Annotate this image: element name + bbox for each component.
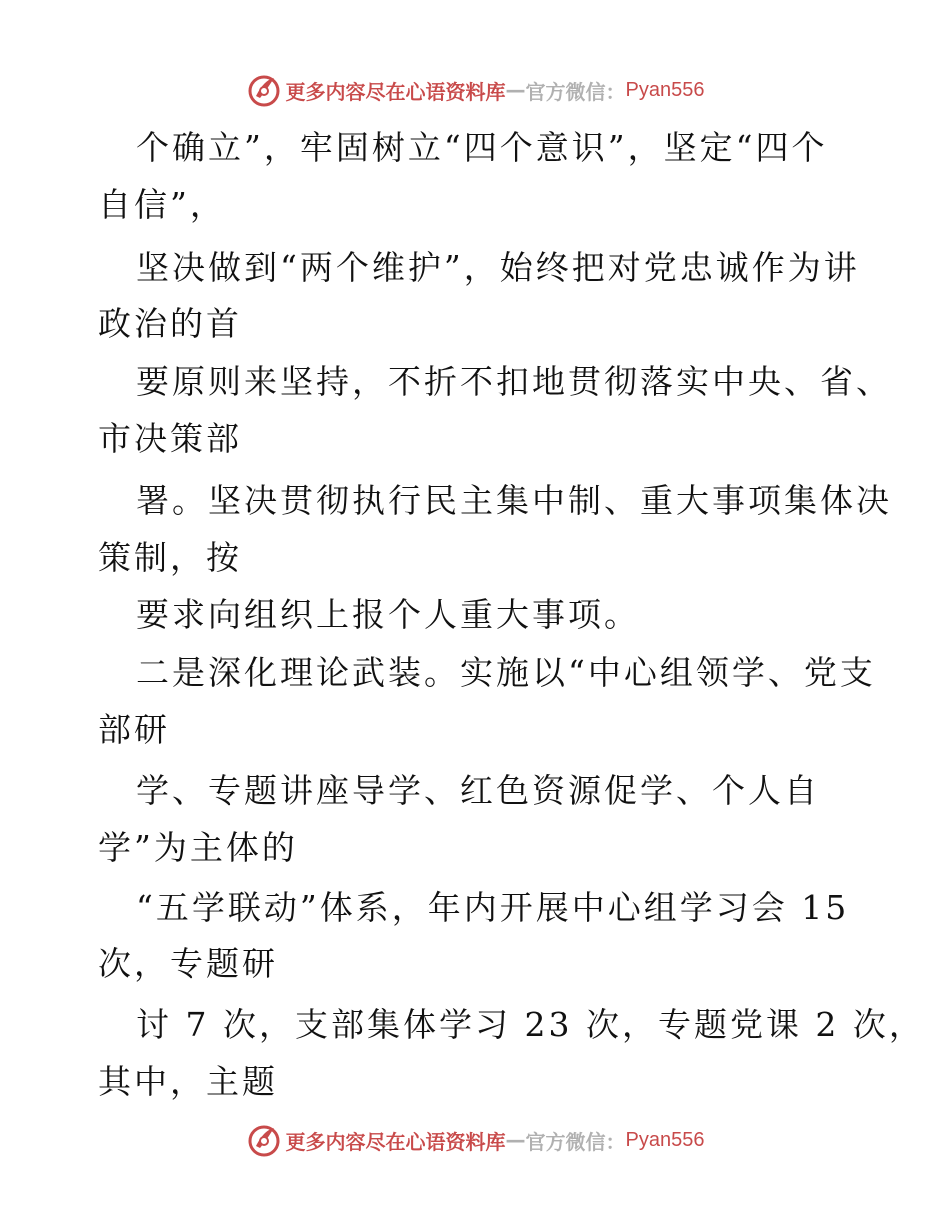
body-line: 学”为主体的 bbox=[98, 828, 298, 867]
body-line: 政治的首 bbox=[98, 304, 242, 343]
watermark-label: 官方微信： bbox=[525, 1129, 626, 1154]
body-line: 市决策部 bbox=[98, 419, 242, 458]
body-line: 要求向组织上报个人重大事项。 bbox=[136, 595, 640, 634]
brush-seal-icon bbox=[246, 1122, 282, 1158]
body-line: 要原则来坚持，不折不扣地贯彻落实中央、省、 bbox=[136, 362, 892, 401]
watermark-wechat-id: Pyan556 bbox=[625, 78, 705, 101]
body-line: 策制，按 bbox=[98, 538, 242, 577]
body-line: 其中，主题 bbox=[98, 1062, 278, 1101]
watermark-separator: — bbox=[505, 78, 526, 102]
watermark-separator: — bbox=[505, 1128, 526, 1152]
watermark-label: 官方微信： bbox=[525, 79, 626, 104]
body-line: 二是深化理论武装。实施以“中心组领学、党支 bbox=[136, 653, 876, 692]
body-line: 部研 bbox=[98, 710, 170, 749]
body-line: 署。坚决贯彻执行民主集中制、重大事项集体决 bbox=[136, 481, 892, 520]
body-line: 学、专题讲座导学、红色资源促学、个人自 bbox=[136, 771, 820, 810]
footer-watermark bbox=[0, 1120, 950, 1160]
body-line: 自信”， bbox=[98, 185, 226, 224]
body-line: 个确立”，牢固树立“四个意识”，坚定“四个 bbox=[136, 128, 828, 167]
body-line: 次，专题研 bbox=[98, 944, 278, 983]
watermark-wechat-id: Pyan556 bbox=[625, 1128, 705, 1151]
brush-seal-icon bbox=[246, 72, 282, 108]
body-line: 讨 7 次，支部集体学习 23 次，专题党课 2 次， bbox=[136, 1005, 925, 1044]
body-line: 坚决做到“两个维护”，始终把对党忠诚作为讲 bbox=[136, 248, 860, 287]
body-line: “五学联动”体系，年内开展中心组学习会 15 bbox=[136, 888, 850, 927]
watermark-site-text: 更多内容尽在心语资料库 bbox=[285, 1129, 506, 1154]
header-watermark bbox=[0, 70, 950, 110]
watermark-site-text: 更多内容尽在心语资料库 bbox=[285, 79, 506, 104]
